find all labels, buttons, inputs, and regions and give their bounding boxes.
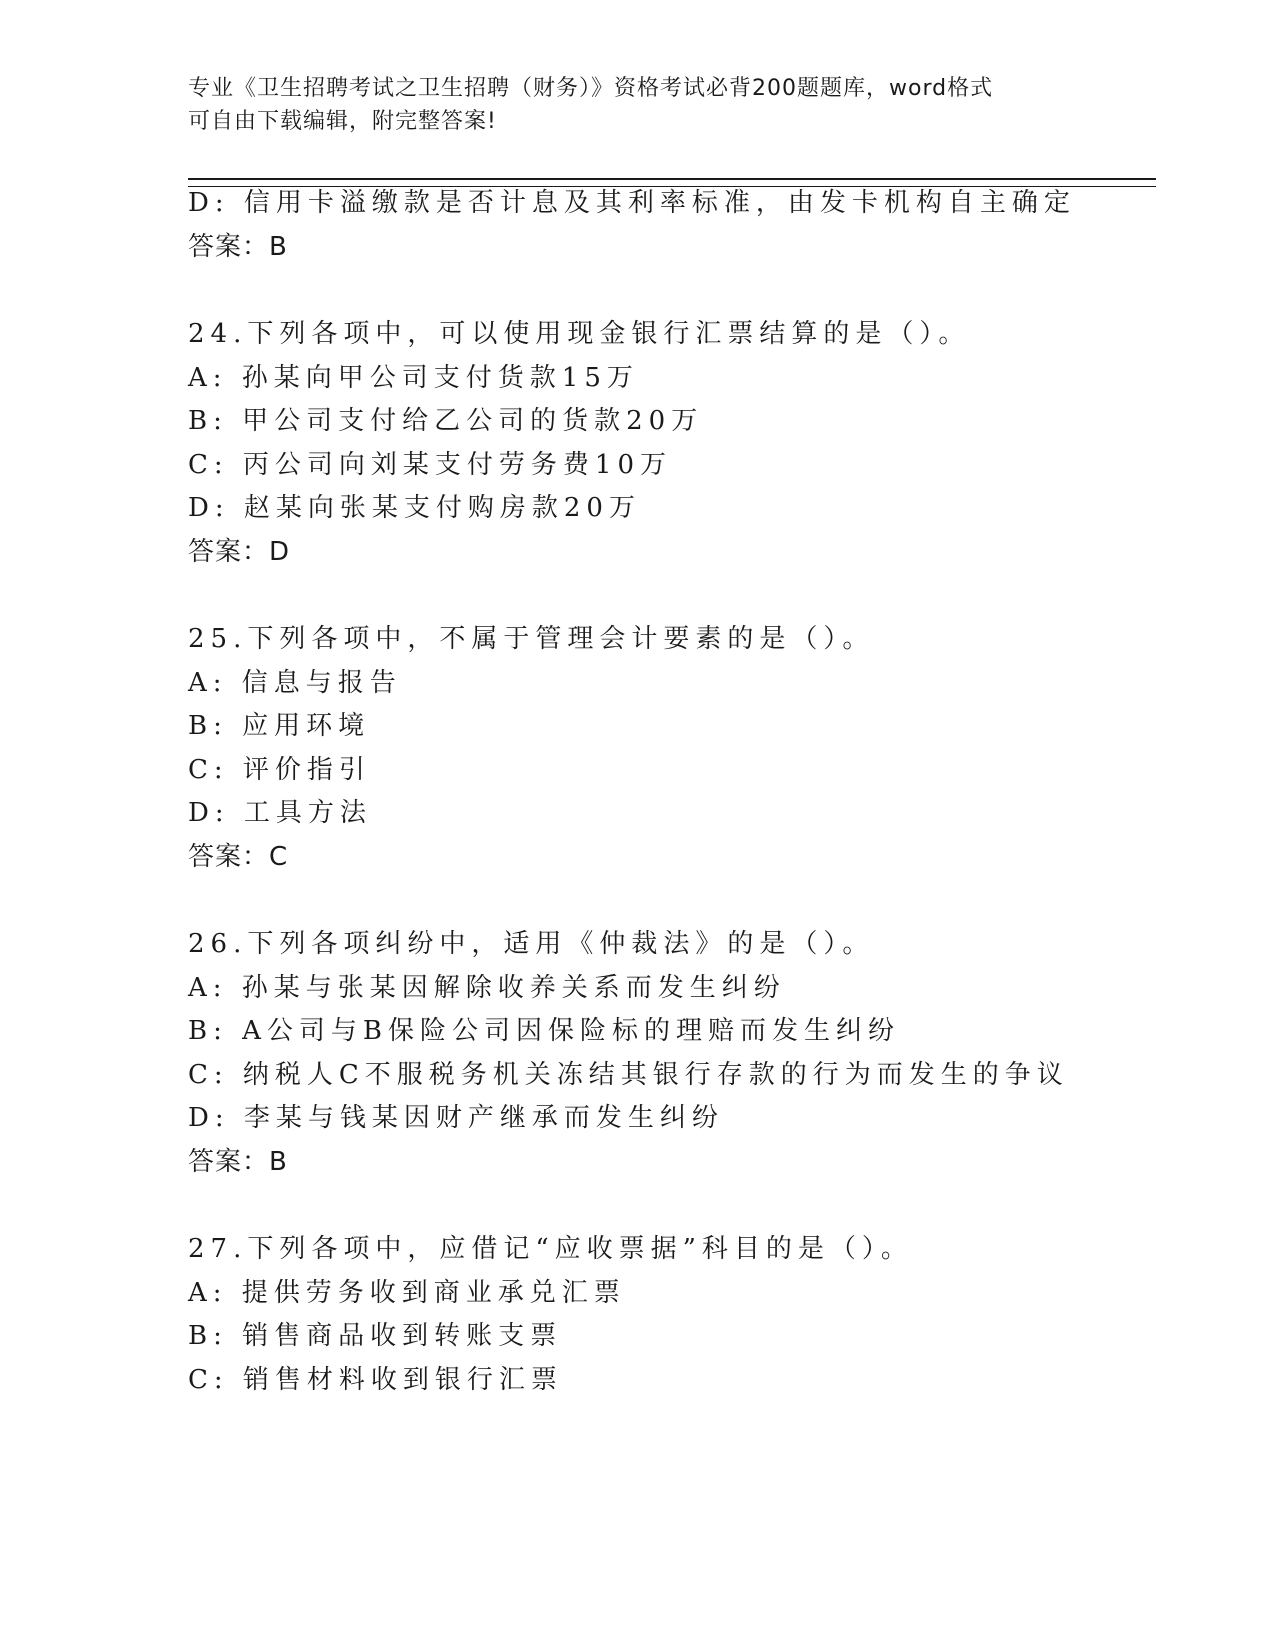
q27-option-b: B: 销售商品收到转账支票 <box>188 1321 563 1351</box>
q27-stem: 27.下列各项中，应借记“应收票据”科目的是（）。 <box>188 1234 913 1264</box>
q24-option-a: A: 孙某向甲公司支付货款15万 <box>188 363 639 393</box>
q24-stem: 24.下列各项中，可以使用现金银行汇票结算的是（）。 <box>188 319 971 349</box>
q24-option-b: B: 甲公司支付给乙公司的货款20万 <box>188 406 704 436</box>
q24-option-d: D: 赵某向张某支付购房款20万 <box>188 493 641 523</box>
q26-stem: 26.下列各项纠纷中，适用《仲裁法》的是（）。 <box>188 929 875 959</box>
q26-option-d: D: 李某与钱某因财产继承而发生纠纷 <box>188 1103 724 1133</box>
q26-answer: 答案：B <box>188 1147 288 1177</box>
q24-option-c: C: 丙公司向刘某支付劳务费10万 <box>188 450 673 480</box>
q23-answer: 答案：B <box>188 232 288 262</box>
header-title-line-2: 可自由下载编辑，附完整答案! <box>188 109 497 134</box>
q26-option-b: B: A公司与B保险公司因保险标的理赔而发生纠纷 <box>188 1016 901 1046</box>
q25-option-d: D: 工具方法 <box>188 798 372 828</box>
q27-option-c: C: 销售材料收到银行汇票 <box>188 1365 563 1395</box>
q27-option-a: A: 提供劳务收到商业承兑汇票 <box>188 1278 626 1308</box>
q25-option-c: C: 评价指引 <box>188 755 371 785</box>
document-header <box>188 72 1088 138</box>
q25-answer: 答案：C <box>188 842 289 872</box>
q25-stem: 25.下列各项中，不属于管理会计要素的是（）。 <box>188 624 875 654</box>
q24-answer: 答案：D <box>188 537 291 567</box>
header-title-line-1: 专业《卫生招聘考试之卫生招聘（财务）》资格考试必背200题题库，word格式 <box>188 76 994 101</box>
q26-option-c: C: 纳税人C不服税务机关冻结其银行存款的行为而发生的争议 <box>188 1060 1069 1090</box>
q25-option-b: B: 应用环境 <box>188 711 371 741</box>
q25-option-a: A: 信息与报告 <box>188 668 402 698</box>
q26-option-a: A: 孙某与张某因解除收养关系而发生纠纷 <box>188 973 786 1003</box>
q23-option-d: D: 信用卡溢缴款是否计息及其利率标准，由发卡机构自主确定 <box>188 188 1076 218</box>
